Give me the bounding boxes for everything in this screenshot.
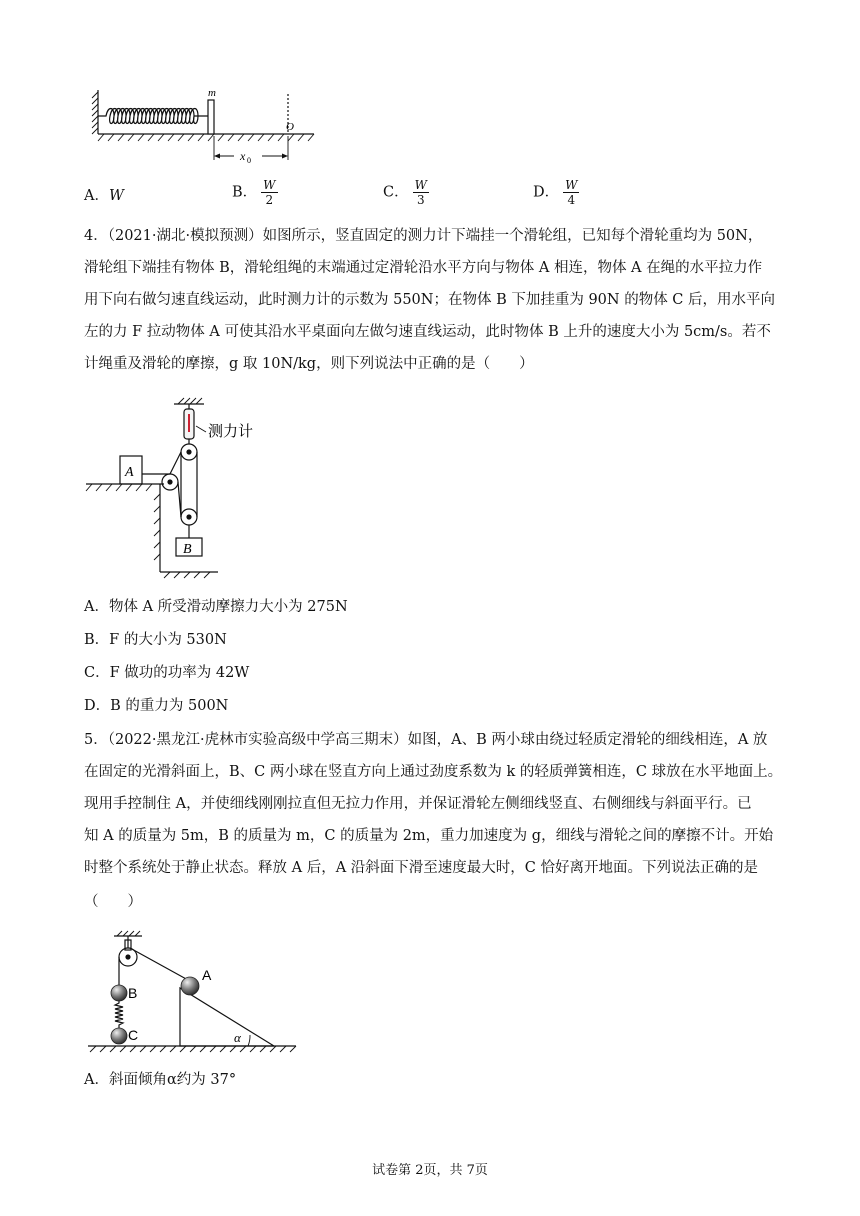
- incline-pulley-figure: [84, 930, 304, 1054]
- q5-stem-line: （ ）: [84, 894, 142, 910]
- meter-label: 测力计: [208, 422, 254, 440]
- mass-label: m: [208, 88, 216, 99]
- ball-b-label: B: [128, 985, 138, 1001]
- q3-option-b[interactable]: B． $\frac{W}{2}$: [232, 178, 276, 207]
- displacement-subscript: 0: [247, 156, 251, 165]
- q5-stem-line: 5．（2022·黑龙江·虎林市实验高级中学高三期末）如图，A、B 两小球由绕过轻质定滑轮的细线相连，A 放: [84, 732, 768, 748]
- q5-stem-line: 在固定的光滑斜面上，B、C 两小球在竖直方向上通过劲度系数为 k 的轻质弹簧相连，C 球放在水平地面上。: [84, 764, 783, 780]
- q4-stem-line: 4．（2021·湖北·模拟预测）如图所示，竖直固定的测力计下端挂一个滑轮组，已知每个滑轮重均为 50N，: [84, 228, 763, 244]
- q3-option-a[interactable]: A．W: [84, 188, 124, 204]
- q5-stem-line: 时整个系统处于静止状态。释放 A 后，A 沿斜面下滑至速度最大时，C 恰好离开地面。下列说法正确的是: [84, 860, 758, 876]
- ball-a-label: A: [202, 967, 212, 983]
- page-footer: 试卷第 2页，共 7页: [372, 1163, 488, 1178]
- q5-stem-line: 知 A 的质量为 5m，B 的质量为 m，C 的质量为 2m，重力加速度为 g，细线与滑轮之间的摩擦不计。开始: [84, 828, 774, 844]
- angle-label: α: [234, 1030, 241, 1045]
- q4-option-d[interactable]: D．B 的重力为 500N: [84, 698, 229, 714]
- q4-option-a[interactable]: A．物体 A 所受滑动摩擦力大小为 275N: [84, 599, 348, 615]
- q3-option-d[interactable]: D． $\frac{W}{4}$: [533, 178, 578, 207]
- q5-option-a[interactable]: A．斜面倾角α约为 37°: [84, 1072, 237, 1088]
- origin-label: O: [286, 121, 294, 133]
- block-b-label: B: [183, 542, 192, 557]
- displacement-label: x: [240, 149, 246, 163]
- q4-stem-line: 滑轮组下端挂有物体 B，滑轮组绳的末端通过定滑轮沿水平方向与物体 A 相连，物体 A 在绳的水平拉力作: [84, 260, 763, 276]
- pulley-system-figure: [84, 396, 324, 580]
- q4-stem-line: 用下向右做匀速直线运动，此时测力计的示数为 550N；在物体 B 下加挂重为 90N 的物体 C 后，用水平向: [84, 292, 776, 308]
- q4-option-b[interactable]: B．F 的大小为 530N: [84, 632, 227, 648]
- block-a-label: A: [125, 465, 134, 480]
- q5-stem-line: 现用手控制住 A，并使细线刚刚拉直但无拉力作用，并保证滑轮左侧细线竖直、右侧细线与斜面平行。已: [84, 796, 752, 812]
- ball-c-label: C: [128, 1027, 139, 1043]
- spring-block-figure: [84, 88, 324, 173]
- q4-stem-line: 计绳重及滑轮的摩擦，g 取 10N/kg，则下列说法中正确的是（ ）: [84, 356, 534, 372]
- q4-stem-line: 左的力 F 拉动物体 A 可使其沿水平桌面向左做匀速直线运动，此时物体 B 上升的速度大小为 5cm/s。若不: [84, 324, 771, 340]
- q3-option-c[interactable]: C． $\frac{W}{3}$: [383, 178, 427, 207]
- q4-option-c[interactable]: C．F 做功的功率为 42W: [84, 665, 250, 681]
